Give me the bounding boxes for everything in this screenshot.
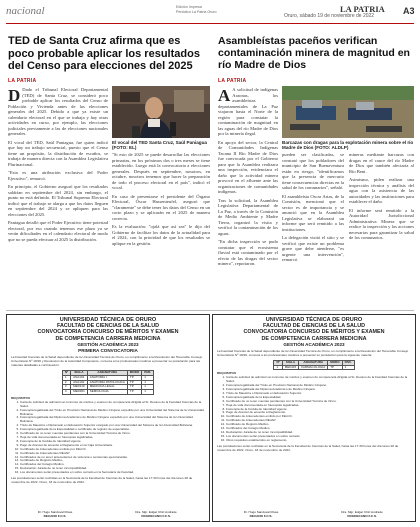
list-item: 14. Declaración Jurada de no tener incompatibilidad. — [226, 431, 411, 435]
list-item: 15. Los documentos serán presentados en sobre cerrado. — [226, 435, 411, 439]
publisher-line: Edición Impresa — [176, 5, 202, 9]
requirements-title: REQUISITOS — [217, 371, 237, 376]
closing-text: Las postulaciones serán recibidas en la Secretaría de la Facultad de Ciencias de la Salud, hasta las 17:30 horas del día lunes 28 de noviembre de 2022. Oruro, 18 de noviembre de 2022. — [217, 443, 399, 452]
table-header: Nº — [274, 360, 282, 365]
left-photo-caption: El vocal del TED Santa Cruz, Saúl Paniagua (FOTO: EL) — [112, 140, 207, 151]
university-announcement-left — [6, 314, 210, 522]
list-item: 6. Certificado de no tener cuentas pendientes con la Universidad Técnica de Oruro. — [226, 400, 411, 404]
paragraph: Tras la solicitud, la Asamblea Legislativa Departamental de La Paz, a través de la Comisión de Medio Ambiente y Madre Tierra, organizó la visita y verificó la contaminación de los aguas. — [218, 197, 278, 236]
left-article-column-1 — [8, 87, 108, 307]
list-item: 4. Título de Maestría o Diplomado en Educación Superior. — [226, 392, 411, 396]
signature-block-right: Dra. Mgr. Edgar Chiri Andrade VICEDECANO F.C.S. — [135, 510, 177, 519]
list-item: 1. Carta de solicitud de admisión al concurso de méritos y examen de competencia dirigida al Sr. Decano de la Facultad Ciencias de la Salud. — [226, 376, 411, 384]
left-article-column-2 — [112, 152, 210, 307]
header-rule — [6, 23, 414, 24]
paragraph: Paniagua detalló que el Poder Ejecutivo tiene potestad electoral, por eso cuando tenemos ese plazo ya se verán dificultades en el calendario electoral de modo que no se pueda efectuar al 2025 la distribución. — [8, 220, 108, 242]
photo-mining-barges — [282, 86, 414, 138]
table-header: ASIGNATURA — [299, 360, 328, 365]
drop-cap: D — [8, 87, 21, 105]
paragraph: A A solicitud de indígenas Araonas, los asambleístas departamentales de La Paz viajaron hasta el Norte de la región para constatar la contaminación de magnitud en las aguas del río Madre de Dios por la minería ilegal. — [218, 87, 278, 136]
publisher-info — [176, 5, 217, 15]
ad-subtitle: CONVOCATORIA CONCURSO DE MÉRITOS Y EXAMEN — [37, 329, 179, 336]
ad-subtitle: DE COMPETENCIA CARRERA MEDICINA — [55, 335, 161, 342]
signature-block-left: Dr. Hugo Sandoval Rivas DECANO F.C.S. — [243, 510, 279, 519]
paragraph: mineras mediante barcazas con dragas en el cauce del río Madre de Dios que también afectaría al Río Beni. — [349, 152, 414, 174]
list-item: 16. Otros requisitos establecidos en reglamento. — [226, 439, 411, 443]
ad-subtitle: FACULTAD DE CIENCIAS DE LA SALUD — [56, 323, 160, 330]
paragraph: En apoyo del sector, la Central de Comunidades Indígenas Tacana II Río Madre de Dios fue convocada por el Gobierno para que la Asamblea realizara una inspección, evidenciara el daño que la actividad minera provocó en el afluente ante las organizaciones de comunidades indígenas. — [218, 139, 278, 194]
list-item: 8. Fotocopia de la Cédula de Identidad vigente. — [20, 440, 205, 444]
list-item: 8. Fotocopia de la Cédula de Identidad vigente. — [226, 408, 411, 412]
right-article-kicker: LA PATRIA — [218, 78, 247, 84]
list-item: 1. Carta de solicitud de admisión al concurso de méritos y examen de competencia dirigida al Sr. Decano de la Facultad Ciencias de la Salud. — [20, 401, 205, 409]
paragraph: "Esta es una atribución exclusiva del Poder Ejecutivo", remarcó. — [8, 170, 108, 181]
ad-subtitle: GESTIÓN ACADÉMICA 2023 — [283, 341, 345, 347]
list-item: 12. Certificado de Registro Médico. — [226, 423, 411, 427]
requirements-list — [11, 401, 205, 475]
requirements-list — [217, 376, 411, 442]
list-item: 3. Fotocopia legalizada del Diploma Académico de Médico Cirujano expedido por una Universidad del Sistema de la Universidad Boliviana. — [20, 416, 205, 424]
table-row: 2 ANA102 ANATOMÍA PATOLÓGICA TP 1 — [62, 380, 153, 385]
list-item: 5. Fotocopia legalizada de la Especialidad o certificado de registro de especialista. — [20, 428, 205, 432]
table-header: PAR. — [342, 360, 354, 365]
drop-cap: A — [218, 87, 231, 105]
list-item: 13. Certificados del Colegio Médico. — [226, 427, 411, 431]
list-item: 15. Declaración Jurada de no tener incompatibilidad. — [20, 467, 205, 471]
closing-text: Las postulaciones serán recibidas en la Secretaría de la Facultad de Ciencias de la Salud, hasta las 17:30 horas del día lunes 28 de noviembre de 2022. Oruro, 18 de noviembre de 2022. — [11, 476, 193, 484]
list-item: 13. Certificado de Registro Médico. — [20, 459, 205, 463]
photo-tribunal-vocal — [112, 86, 210, 138]
ad-subtitle: FACULTAD DE CIENCIAS DE LA SALUD — [262, 323, 366, 330]
list-item: 6. Certificado de no tener cuentas pendientes con la Universidad Técnica de Oruro. — [20, 432, 205, 436]
right-photo-caption: Barcazas con dragas para la explotación minera sobre el río Madre de Dios (FOTO: ALDLP) — [282, 140, 414, 151]
paragraph: D Dado el Tribunal Electoral Departamental (TED) de Santa Cruz, se consideró poco probable aplicar los resultados del Censo de Población y Vivienda antes de las elecciones generales del 2025. Debido a que ya existe un calendario electoral en el que se trabaja y hay otras actividades en curso, por ejemplo, las elecciones judiciales previamente a las de elecciones nacionales generales. — [8, 87, 108, 136]
right-article-column-3 — [349, 152, 414, 307]
paragraph: El asambleísta Oscar Arias, de la Comisión, mencionó que el sector es de importancia y se anunció que en la Asamblea Legislativa se elaborará un informe que será remitido a las instituciones. — [282, 193, 344, 232]
paragraph: "Si esto de 2025 se puede desarrollar las elecciones primarias, en los próximos dos o tres meses se tiene establecido. Luego está la convocatoria a elecciones generales. Después en septiembre, nosotros, en octubre, nosotros tenemos que hacer la preparación de todo el proceso electoral en el país", indicó el vocal. — [112, 152, 210, 190]
ad-title: UNIVERSIDAD TÉCNICA DE ORURO — [265, 317, 363, 323]
ad-subtitle: DE COMPETENCIA CARRERA MEDICINA — [261, 335, 367, 342]
paragraph: En principio, el Gobierno aseguró que los resultados saldrían en septiembre del 2024, sin embargo, el punto no está definido. El Tribunal Supremo Electoral indicó que el trabajo se alarga a que los datos lleguen en septiembre del 2024 y se apliquen para las elecciones del 2025. — [8, 184, 108, 217]
page-number: A3 — [403, 6, 415, 16]
table-row: 3 MED110 MEDICINA LEGAL TP 1 — [62, 385, 153, 390]
signature-block-right: Dra. Mgr. Edgar Chiri Andrade VICEDECANO F.C.S. — [341, 510, 383, 519]
list-item: 7. Hoja de vida documentada en fotocopias legalizadas. — [226, 404, 411, 408]
paragraph: Asimismo, piden realizar una inspección técnica y análisis del agua con la asistencia de las autoridades y las instituciones para establecer el daño. — [349, 177, 414, 204]
list-item: 2. Fotocopia legalizada del Título en Provisión Nacional de Médico Cirujano. — [226, 384, 411, 388]
section-label: nacional — [6, 5, 45, 17]
list-item: 10. Certificado de Antecedentes emitido por FELCC. — [20, 448, 205, 452]
paragraph: El vocal del TED, Saúl Paniagua, fue quien indicó que hay un trabajo secuencial, puesto que el Censo tiene un propósito, la distribución de escaños, se trabaja de manera directa con la Asamblea Legislativa Plurinacional. — [8, 139, 108, 167]
table-header: SIGLA — [71, 370, 88, 375]
paragraph: El informe será remitido a la Autoridad Jurisdiccional Administrativa Minera que se realice la inspección y las acciones necesarias para garantizar la salud de los comunarios. — [349, 207, 414, 240]
list-item: 2. Fotocopia legalizada del Título en Provisión Nacional de Médico Cirujano expedido por una Universidad del Sistema de la Universidad Boliviana. — [20, 409, 205, 417]
university-announcement-right — [212, 314, 416, 522]
table-header: MODO — [127, 370, 141, 375]
subjects-table — [273, 360, 354, 371]
list-item: 14. Certificados del Colegio Médico. — [20, 463, 205, 467]
list-item: 16. Los documentos serán presentados en sobre cerrado en la Secretaría de Facultad. — [20, 471, 205, 475]
table-header: ASIGNATURA — [87, 370, 127, 375]
issue-date: Oruro, sábado 19 de noviembre de 2022 — [284, 13, 375, 19]
table-row: 4 MED301 SEMIOLOGÍA TP 1 — [62, 390, 153, 395]
right-article-column-2 — [282, 152, 344, 307]
list-item: 5. Fotocopia legalizada de la Especialidad. — [226, 396, 411, 400]
table-row: 1 ANA101 ANATOMÍA I TP 1 — [62, 375, 153, 380]
newspaper-logo: LA PATRIA — [340, 4, 385, 14]
requirements-title: REQUISITOS — [11, 395, 31, 400]
list-item: 11. Certificado de Antecedentes REJAP. — [20, 452, 205, 456]
list-item: 9. Pago de Arancel de acuerdo a Reglamento. — [226, 411, 411, 415]
signature-block-left: Dr. Hugo Sandoval Rivas DECANO F.C.S. — [37, 510, 73, 519]
ad-intro: La Facultad Ciencias de la Salud dependiente de la Universidad Técnica de Oruro, en cumplimiento a la Resolución del Honorable Consejo Universitario Nº 18/20 y Resolución de la Autoridad Competente, convoca a los profesionales médicos a presentar su postulación para las materias detalladas a continuación: — [11, 355, 203, 368]
right-article-headline: Asambleístas paceños verifican contaminación minera de magnitud en río Madre de Dios — [218, 35, 410, 71]
subjects-table — [62, 370, 154, 395]
paragraph: Es la evaluación: "ojalá que así sea" le dijo del Gobierno de facilitar los datos de la actualidad para el 2024, con la prioridad de que los resultados se aplique en la gestión. — [112, 224, 210, 246]
right-article-column-1 — [218, 87, 278, 307]
left-article-headline: TED de Santa Cruz afirma que es poco probable aplicar los resultados del Censo para elecciones del 2025 — [8, 35, 200, 72]
right-article-photo — [282, 86, 414, 138]
list-item: 11. Certificado de Antecedentes REJAP. — [226, 419, 411, 423]
table-row: 1 MED115 FARMACOLOGÍA TP 1 — [274, 365, 354, 370]
table-header: MODO — [328, 360, 342, 365]
section-divider — [6, 310, 414, 311]
ad-subtitle: CONVOCATORIA CONCURSO DE MÉRITOS Y EXAMEN — [243, 329, 385, 336]
paragraph: pueden ser clasificadas, se constató que los pobladores del municipio de San Buenaventura están en riesgo, "identificamos que la presencia de mercurio tiene consecuencias directas en la salud de los comunarios", señaló. — [282, 152, 344, 190]
ad-title: UNIVERSIDAD TÉCNICA DE ORURO — [59, 317, 157, 323]
table-header: SIGLA — [282, 360, 298, 365]
publisher-line: Periódico La Patria Oruro — [176, 9, 217, 14]
left-article-photo — [112, 86, 210, 138]
table-header: Nº — [62, 370, 70, 375]
paragraph: En caso de presentarse el presidente del Órgano Electoral, Óscar Hassenteufel, aseguró que "claramente" se debe tener los datos del Censo en un corto plazo y se aplicarán en el 2025 de manera correcta. — [112, 193, 210, 221]
list-item: 3. Fotocopia legalizada del Diploma Académico de Médico Cirujano. — [226, 388, 411, 392]
ad-subtitle: PRIMERA CONVOCATORIA — [78, 348, 138, 354]
table-header: PAR. — [142, 370, 154, 375]
list-item: 4. Título de Maestría o Diplomado en Educación Superior otorgado por una Universidad del Sistema de la Universidad Boliviana. — [20, 424, 205, 428]
paragraph: La delegación visitó el sitio y se verificó que existe un problema grave que debe atenderse, "es urgente una intervención", remarcó. — [282, 235, 344, 262]
paragraph: "En dicha inspección se pudo constatar que el ecosistema fluvial está contaminado por el efecto de las dragas del sector minero", reportaron. — [218, 239, 278, 266]
list-item: 9. Pago de Arancel de acuerdo a Reglamento en la Caja Universitaria. — [20, 444, 205, 448]
ad-intro: La Facultad Ciencias de la Salud dependiente de la Universidad Técnica de Oruro, en cumplimiento a la Resolución del Honorable Consejo Universitario Nº 18/20, convoca a los profesionales médicos a presentar su postulación para la siguiente materia: — [217, 349, 409, 357]
list-item: 12. Certificados de no tener antecedentes de violencia o sentencias ejecutoriadas. — [20, 456, 205, 460]
left-article-kicker: LA PATRIA — [8, 78, 37, 84]
list-item: 7. Hoja de vida documentada en fotocopias legalizadas. — [20, 436, 205, 440]
page-header — [0, 0, 420, 26]
ad-subtitle: GESTIÓN ACADÉMICA 2023 — [77, 341, 139, 347]
list-item: 10. Certificado de Antecedentes emitido por FELCC. — [226, 415, 411, 419]
